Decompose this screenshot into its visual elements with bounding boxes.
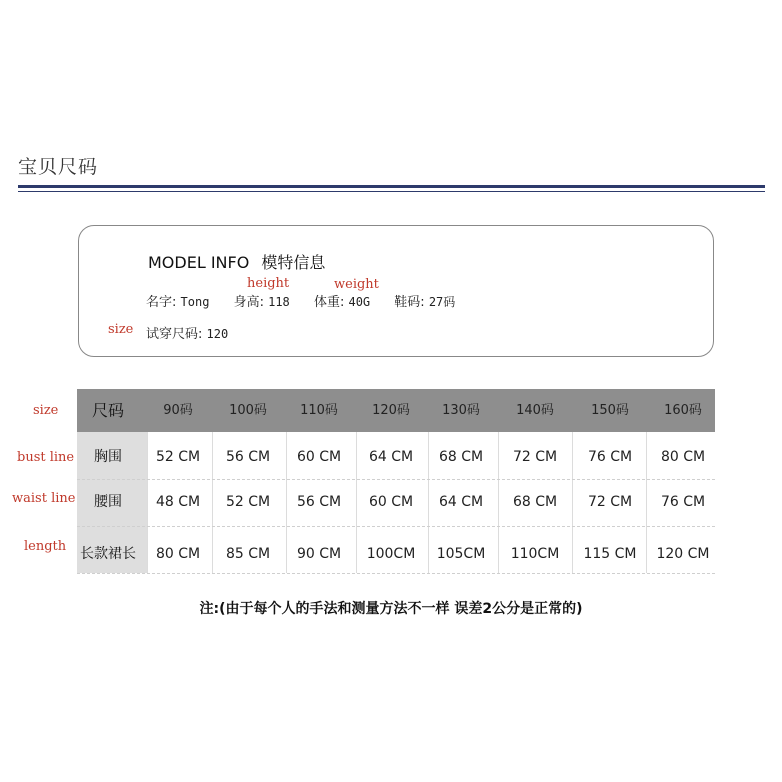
column-divider <box>646 432 647 573</box>
column-divider <box>498 432 499 573</box>
column-divider <box>147 432 148 573</box>
measurement-cell: 90 CM <box>296 546 342 562</box>
column-divider <box>286 432 287 573</box>
section-title: 宝贝尺码 <box>18 156 99 178</box>
size-annotation-model: size <box>108 322 134 337</box>
size-column-header: 90码 <box>163 403 193 418</box>
height-label: 身高: <box>233 295 264 310</box>
measurement-cell: 85 CM <box>225 546 271 562</box>
measurement-cell: 72 CM <box>587 494 633 510</box>
model-height-field <box>234 295 290 310</box>
size-annotation-table: size <box>33 403 59 418</box>
height-value: 118 <box>268 295 290 309</box>
size-column-header: 150码 <box>591 403 629 418</box>
shoe-label: 鞋码: <box>394 295 425 310</box>
model-info-heading <box>148 250 325 273</box>
trial-size-value: 120 <box>206 327 229 341</box>
measurement-row-label: 长款裙长 <box>80 546 136 562</box>
measurement-cell: 80 CM <box>155 546 201 562</box>
column-divider <box>428 432 429 573</box>
measurement-cell: 48 CM <box>155 494 201 510</box>
row-divider <box>77 479 715 480</box>
measurement-cell: 60 CM <box>296 449 342 465</box>
name-label: 名字: <box>146 295 177 310</box>
measurement-cell: 56 CM <box>296 494 342 510</box>
measurement-cell: 60 CM <box>368 494 414 510</box>
measurement-cell: 76 CM <box>587 449 633 465</box>
title-divider <box>18 185 765 188</box>
measurement-cell: 115 CM <box>583 546 637 562</box>
weight-annotation: weight <box>334 277 379 292</box>
model-info-heading-en: MODEL INFO <box>148 253 250 272</box>
measurement-cell: 120 CM <box>656 546 710 562</box>
measurement-row-label: 腰围 <box>94 494 122 510</box>
title-divider-thin <box>18 191 765 192</box>
size-column-header: 160码 <box>664 403 702 418</box>
measurement-note: 注:(由于每个人的手法和测量方法不一样 误差2公分是正常的) <box>199 601 583 617</box>
measurement-cell: 64 CM <box>438 494 484 510</box>
model-name-field <box>146 295 209 310</box>
bust-line-annotation: bust line <box>17 450 75 465</box>
measurement-row-label: 胸围 <box>94 449 122 465</box>
measurement-cell: 105CM <box>436 546 486 562</box>
measurement-cell: 52 CM <box>155 449 201 465</box>
weight-label: 体重: <box>313 295 345 310</box>
name-value: Tong <box>180 295 210 309</box>
model-shoe-field <box>394 295 455 310</box>
measurement-cell: 76 CM <box>660 494 706 510</box>
row-divider <box>77 526 715 527</box>
model-trial-size-field <box>146 323 228 342</box>
waist-line-annotation: waist line <box>12 491 76 506</box>
shoe-value: 27码 <box>428 295 456 309</box>
measurement-cell: 64 CM <box>368 449 414 465</box>
model-weight-field <box>314 295 370 310</box>
column-divider <box>356 432 357 573</box>
row-divider <box>77 573 715 574</box>
length-annotation: length <box>24 539 67 554</box>
column-divider <box>212 432 213 573</box>
trial-size-label: 试穿尺码: <box>146 327 203 342</box>
measurement-cell: 56 CM <box>225 449 271 465</box>
measurement-cell: 110CM <box>510 546 560 562</box>
measurement-cell: 68 CM <box>512 494 558 510</box>
size-header-label: 尺码 <box>91 401 124 420</box>
measurement-cell: 68 CM <box>438 449 484 465</box>
measurement-cell: 100CM <box>366 546 416 562</box>
size-column-header: 100码 <box>229 403 267 418</box>
size-column-header: 130码 <box>442 403 480 418</box>
column-divider <box>572 432 573 573</box>
model-info-heading-cn: 模特信息 <box>261 253 326 272</box>
model-stats-line <box>146 291 475 310</box>
weight-value: 40G <box>348 295 371 309</box>
measurement-cell: 72 CM <box>512 449 558 465</box>
size-column-header: 140码 <box>516 403 554 418</box>
measurement-cell: 80 CM <box>660 449 706 465</box>
size-column-header: 110码 <box>300 403 338 418</box>
height-annotation: height <box>247 276 290 291</box>
measurement-cell: 52 CM <box>225 494 271 510</box>
size-column-header: 120码 <box>372 403 410 418</box>
